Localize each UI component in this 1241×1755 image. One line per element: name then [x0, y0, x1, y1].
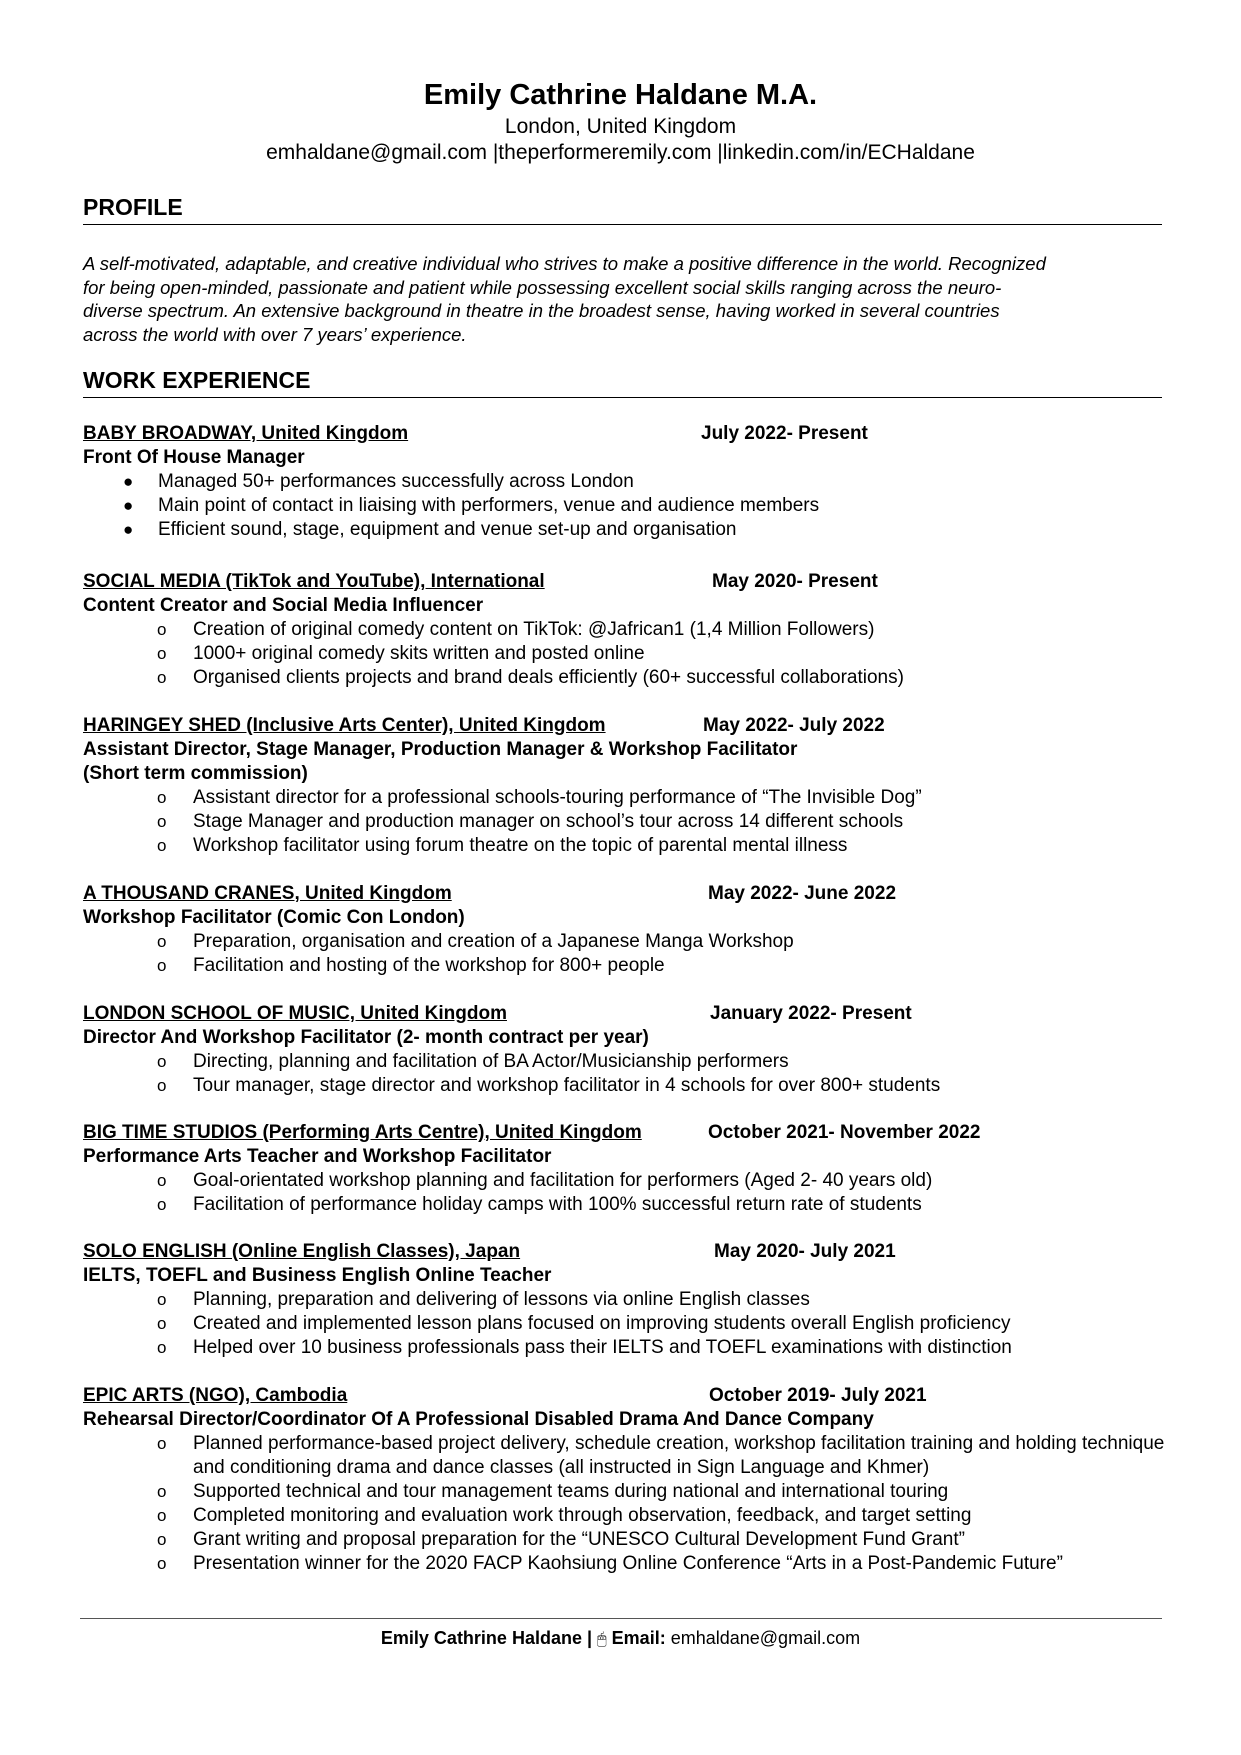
- job-dates: July 2022- Present: [701, 423, 868, 444]
- list-item: o Creation of original comedy content on TikTok: @Jafrican1 (1,4 Million Followers): [157, 619, 875, 640]
- job-organization: SOCIAL MEDIA (TikTok and YouTube), International: [83, 571, 545, 592]
- bullet-circle-icon: o: [157, 1052, 167, 1071]
- job-entry: [83, 570, 1183, 690]
- job-bullets: [83, 618, 1183, 690]
- profile-line: across the world with over 7 years’ experience.: [83, 323, 467, 345]
- list-item: o Helped over 10 business professionals pass their IELTS and TOEFL examinations with distinction: [157, 1337, 1012, 1358]
- bullet-circle-icon: o: [157, 668, 167, 687]
- candidate-contacts: emhaldane@gmail.com |theperformeremily.com |linkedin.com/in/ECHaldane: [266, 141, 975, 164]
- list-item: ● Main point of contact in liaising with performers, venue and audience members: [123, 495, 820, 516]
- bullet-circle-icon: o: [157, 1434, 167, 1453]
- footer-email-label: Email:: [611, 1628, 666, 1648]
- list-item: o Directing, planning and facilitation of BA Actor/Musicianship performers: [157, 1051, 789, 1072]
- bullet-disc-icon: ●: [123, 520, 134, 539]
- bullet-circle-icon: o: [157, 1338, 167, 1357]
- job-entry: [83, 422, 1183, 542]
- bullet-circle-icon: o: [157, 1314, 167, 1333]
- list-item: o Presentation winner for the 2020 FACP Kaohsiung Online Conference “Arts in a Post-Pandemic Future”: [157, 1553, 1063, 1574]
- work-experience-heading: WORK EXPERIENCE: [83, 365, 1162, 398]
- footer-separator: |: [586, 1628, 593, 1648]
- bullet-circle-icon: o: [157, 1195, 167, 1214]
- job-role: Assistant Director, Stage Manager, Production Manager & Workshop Facilitator: [83, 739, 798, 760]
- job-entry: [83, 1121, 1183, 1217]
- mouse-icon: 🖱: [597, 1631, 607, 1648]
- job-organization: BIG TIME STUDIOS (Performing Arts Centre), United Kingdom: [83, 1122, 642, 1143]
- job-organization: HARINGEY SHED (Inclusive Arts Center), United Kingdom: [83, 715, 606, 736]
- list-item: o Planned performance-based project delivery, schedule creation, workshop facilitation training and holding technique and conditioning drama and dance classes (all instructed in Sign Language and Khmer): [157, 1433, 1165, 1478]
- list-item: o Stage Manager and production manager on school’s tour across 14 different schools: [157, 811, 904, 832]
- resume-header: [0, 76, 1241, 166]
- profile-line: diverse spectrum. An extensive background in theatre in the broadest sense, having worked in several countries: [83, 300, 1000, 321]
- job-dates: May 2022- June 2022: [708, 883, 897, 904]
- candidate-name: Emily Cathrine Haldane M.A.: [423, 79, 818, 111]
- list-item: o Grant writing and proposal preparation for the “UNESCO Cultural Development Fund Grant”: [157, 1529, 965, 1550]
- profile-line: for being open-minded, passionate and patient while possessing excellent social skills ranging across the neuro-: [83, 276, 1002, 298]
- job-organization: EPIC ARTS (NGO), Cambodia: [83, 1385, 348, 1406]
- job-dates: October 2019- July 2021: [709, 1385, 927, 1406]
- footer-email: emhaldane@gmail.com: [670, 1628, 861, 1648]
- bullet-circle-icon: o: [157, 956, 167, 975]
- list-item: o Facilitation of performance holiday camps with 100% successful return rate of students: [157, 1194, 922, 1215]
- job-entry: [83, 714, 1183, 858]
- job-organization: SOLO ENGLISH (Online English Classes), Japan: [83, 1241, 521, 1262]
- bullet-circle-icon: o: [157, 644, 167, 663]
- bullet-circle-icon: o: [157, 1290, 167, 1309]
- job-dates: May 2020- Present: [712, 571, 878, 592]
- job-role: Front Of House Manager: [83, 447, 305, 468]
- job-organization: BABY BROADWAY, United Kingdom: [83, 423, 409, 444]
- bullet-disc-icon: ●: [123, 472, 134, 491]
- page-footer: [0, 1626, 1241, 1652]
- list-item: o Created and implemented lesson plans focused on improving students overall English proficiency: [157, 1313, 1011, 1334]
- profile-text: [83, 252, 1183, 346]
- job-role: Content Creator and Social Media Influencer: [83, 595, 484, 616]
- job-role-note: (Short term commission): [83, 763, 308, 784]
- candidate-location: London, United Kingdom: [504, 115, 737, 138]
- job-role: Performance Arts Teacher and Workshop Facilitator: [83, 1146, 552, 1167]
- bullet-circle-icon: o: [157, 812, 167, 831]
- job-dates: October 2021- November 2022: [708, 1122, 981, 1143]
- list-item: ● Managed 50+ performances successfully across London: [123, 471, 634, 492]
- bullet-circle-icon: o: [157, 1482, 167, 1501]
- list-item: o Tour manager, stage director and workshop facilitator in 4 schools for over 800+ students: [157, 1075, 941, 1096]
- list-item: o Organised clients projects and brand deals efficiently (60+ successful collaborations): [157, 667, 904, 688]
- job-role: Director And Workshop Facilitator (2- month contract per year): [83, 1027, 649, 1048]
- job-role: IELTS, TOEFL and Business English Online Teacher: [83, 1265, 552, 1286]
- job-dates: January 2022- Present: [710, 1003, 912, 1024]
- footer-name: Emily Cathrine Haldane: [380, 1628, 582, 1648]
- list-item: o Workshop facilitator using forum theatre on the topic of parental mental illness: [157, 835, 848, 856]
- job-bullets: [83, 786, 1183, 858]
- bullet-circle-icon: o: [157, 1530, 167, 1549]
- list-item: o Supported technical and tour management teams during national and international touring: [157, 1481, 949, 1502]
- profile-line: A self-motivated, adaptable, and creative individual who strives to make a positive difference in the world. Recognized: [83, 253, 1046, 274]
- job-entry: [83, 1002, 1183, 1098]
- bullet-circle-icon: o: [157, 836, 167, 855]
- job-organization: LONDON SCHOOL OF MUSIC, United Kingdom: [83, 1003, 507, 1024]
- job-role: Workshop Facilitator (Comic Con London): [83, 907, 465, 928]
- job-dates: May 2022- July 2022: [703, 715, 885, 736]
- bullet-circle-icon: o: [157, 1171, 167, 1190]
- job-bullets: [83, 1432, 1183, 1576]
- bullet-circle-icon: o: [157, 1554, 167, 1573]
- job-entry: [83, 1384, 1183, 1576]
- job-entry: [83, 882, 1183, 978]
- bullet-circle-icon: o: [157, 620, 167, 639]
- job-bullets: [83, 930, 1183, 978]
- job-bullets: [83, 470, 1183, 542]
- footer-divider: [80, 1618, 1162, 1619]
- list-item: o 1000+ original comedy skits written and posted online: [157, 643, 645, 664]
- list-item: o Preparation, organisation and creation of a Japanese Manga Workshop: [157, 931, 794, 952]
- job-bullets: [83, 1288, 1183, 1360]
- bullet-circle-icon: o: [157, 788, 167, 807]
- list-item: o Facilitation and hosting of the workshop for 800+ people: [157, 955, 665, 976]
- bullet-disc-icon: ●: [123, 496, 134, 515]
- list-item: o Goal-orientated workshop planning and facilitation for performers (Aged 2- 40 years old): [157, 1170, 933, 1191]
- bullet-circle-icon: o: [157, 1506, 167, 1525]
- bullet-circle-icon: o: [157, 1076, 167, 1095]
- list-item: o Completed monitoring and evaluation work through observation, feedback, and target setting: [157, 1505, 972, 1526]
- list-item: o Planning, preparation and delivering of lessons via online English classes: [157, 1289, 810, 1310]
- job-entry: [83, 1240, 1183, 1360]
- bullet-circle-icon: o: [157, 932, 167, 951]
- job-bullets: [83, 1169, 1183, 1217]
- job-organization: A THOUSAND CRANES, United Kingdom: [83, 883, 452, 904]
- job-role: Rehearsal Director/Coordinator Of A Professional Disabled Drama And Dance Company: [83, 1409, 874, 1430]
- profile-heading: PROFILE: [83, 192, 1162, 225]
- list-item: o Assistant director for a professional schools-touring performance of “The Invisible Dog”: [157, 787, 922, 808]
- job-dates: May 2020- July 2021: [714, 1241, 896, 1262]
- job-bullets: [83, 1050, 1183, 1098]
- list-item: ● Efficient sound, stage, equipment and venue set-up and organisation: [123, 519, 737, 540]
